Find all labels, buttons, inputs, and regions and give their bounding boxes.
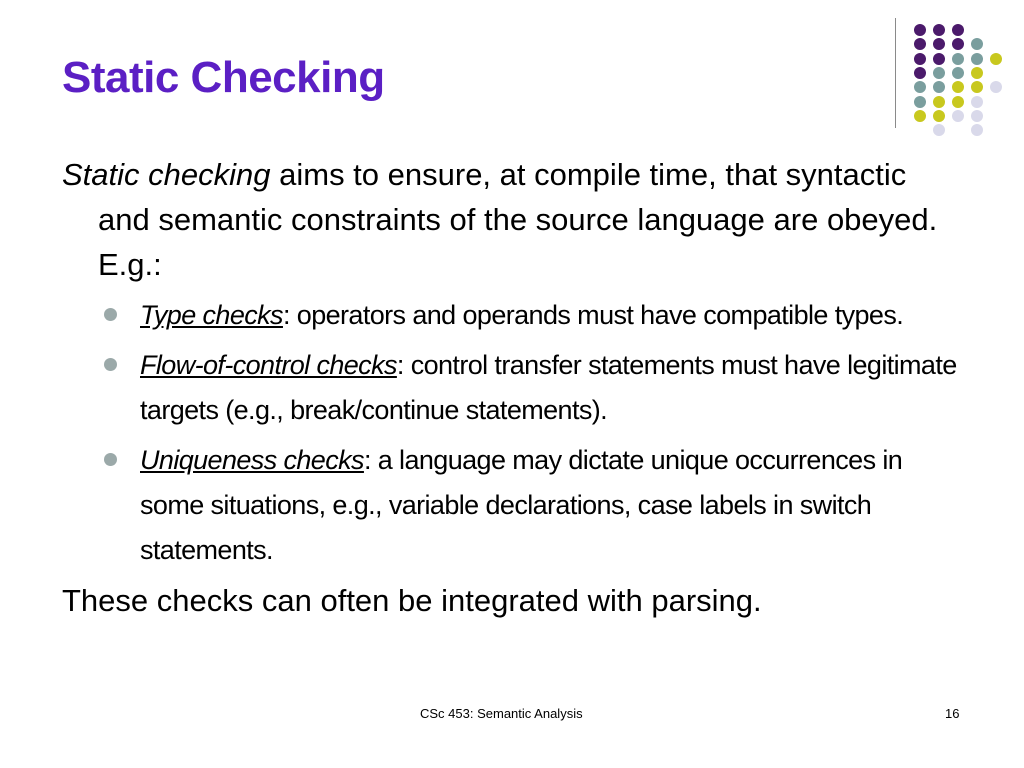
bullet-text: : control transfer statements must have legitimate targets (e.g., break/continue statements).	[140, 350, 957, 425]
slide-title: Static Checking	[62, 53, 385, 102]
bullet-dot-icon	[104, 453, 117, 466]
decor-dot	[914, 96, 926, 108]
decor-dot	[971, 67, 983, 79]
decor-dot	[952, 110, 964, 122]
decor-dot	[933, 67, 945, 79]
decor-dot	[971, 53, 983, 65]
page-number: 16	[945, 706, 960, 721]
decor-dot	[971, 110, 983, 122]
decor-dot	[933, 110, 945, 122]
slide-body	[62, 152, 962, 623]
bullet-dot-icon	[104, 358, 117, 371]
decor-dot	[933, 96, 945, 108]
bullet-uniqueness-checks	[104, 438, 962, 573]
decor-dot	[952, 53, 964, 65]
decor-dot	[914, 67, 926, 79]
decor-dot	[914, 110, 926, 122]
decor-dot	[952, 24, 964, 36]
bullet-term: Flow-of-control checks	[140, 350, 397, 380]
decor-dot	[914, 53, 926, 65]
decor-dot	[914, 24, 926, 36]
decor-dot	[952, 96, 964, 108]
decor-dot	[990, 81, 1002, 93]
bullet-text: : a language may dictate unique occurrences in some situations, e.g., variable declarations, case labels in switch statements.	[140, 445, 903, 565]
closing-paragraph: These checks can often be integrated with parsing.	[62, 583, 762, 618]
title-divider	[895, 18, 896, 128]
decor-dot	[990, 53, 1002, 65]
bullet-term: Uniqueness checks	[140, 445, 364, 475]
lead-paragraph	[62, 152, 962, 287]
bullet-text: : operators and operands must have compatible types.	[282, 300, 904, 330]
lead-term: Static checking	[62, 157, 271, 192]
decor-dot	[971, 81, 983, 93]
decor-dot	[933, 24, 945, 36]
decor-dot	[914, 81, 926, 93]
decor-dot	[933, 53, 945, 65]
decor-dot	[952, 67, 964, 79]
decor-dot	[933, 38, 945, 50]
bullet-type-checks	[104, 293, 962, 338]
decor-dot	[914, 38, 926, 50]
decor-dot	[952, 81, 964, 93]
bullet-flow-of-control-checks	[104, 343, 962, 433]
decor-dot	[971, 38, 983, 50]
bullet-list	[62, 293, 962, 573]
bullet-term: Type checks	[140, 300, 283, 330]
decor-dot	[971, 124, 983, 136]
decor-dot	[933, 81, 945, 93]
decor-dot	[952, 38, 964, 50]
bullet-dot-icon	[104, 308, 117, 321]
footer-course-label: CSc 453: Semantic Analysis	[420, 706, 583, 721]
decor-dot	[933, 124, 945, 136]
lead-text: aims to ensure, at compile time, that syntactic and semantic constraints of the source language are obeyed. E.g.:	[98, 157, 938, 282]
decor-dot	[971, 96, 983, 108]
